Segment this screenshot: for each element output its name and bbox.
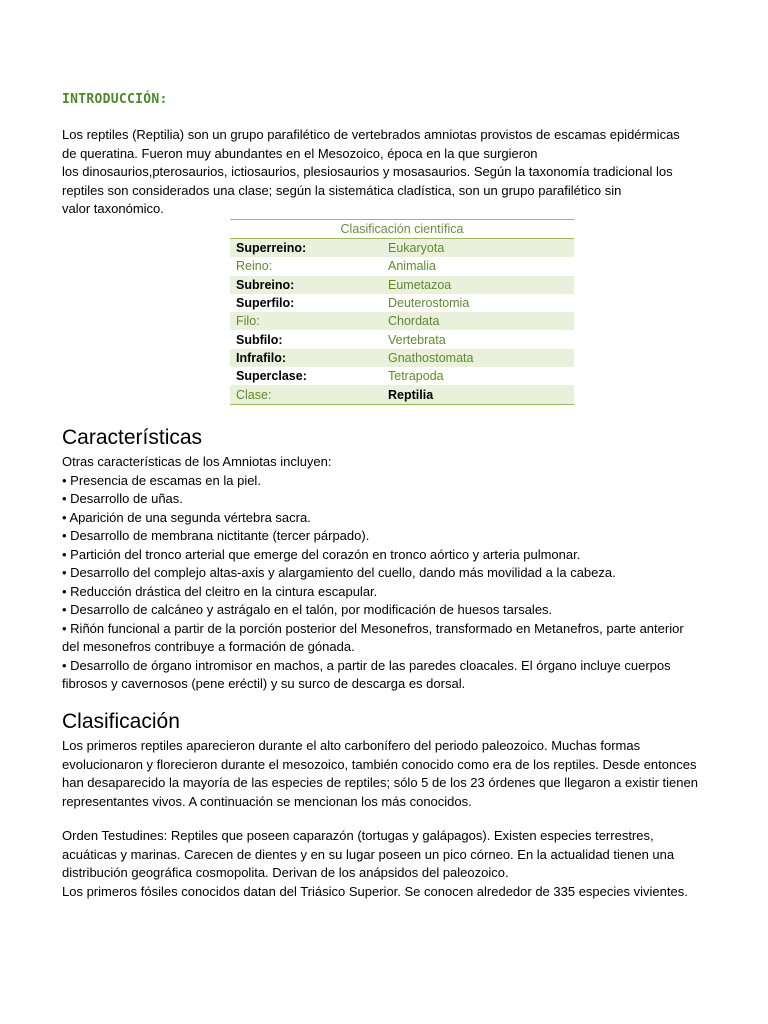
list-item: • Riñón funcional a partir de la porción posterior del Mesonefros, transformado en Metanefros, parte anterior <box>62 620 684 636</box>
caracteristicas-list <box>62 453 684 694</box>
intro-line: Los reptiles (Reptilia) son un grupo parafilético de vertebrados amniotas provistos de escamas epidérmicas <box>62 127 680 142</box>
clasificacion-heading: Clasificación <box>62 710 180 733</box>
intro-heading: INTRODUCCIÓN: <box>62 92 168 107</box>
table-row <box>230 349 574 367</box>
intro-paragraph <box>62 126 742 219</box>
row-value: Eumetazoa <box>382 276 574 294</box>
intro-line: reptiles son considerados una clase; según la sistemática cladística, son un grupo parafilético sin <box>62 182 622 198</box>
list-item: • Desarrollo del complejo altas-axis y alargamiento del cuello, dando más movilidad a la cabeza. <box>62 565 616 580</box>
table-row <box>230 312 574 330</box>
list-item: • Partición del tronco arterial que emerge del corazón en tronco aórtico y arteria pulmonar. <box>62 546 581 562</box>
classification-table-title: Clasificación científica <box>230 220 574 239</box>
paragraph-line: acuáticas y marinas. Carecen de dientes y en su lugar poseen un pico córneo. En la actualidad tienen una <box>62 846 675 862</box>
list-item: • Desarrollo de calcáneo y astrágalo en el talón, por modificación de huesos tarsales. <box>62 602 553 617</box>
row-value: Eukaryota <box>382 239 574 258</box>
intro-line: de queratina. Fueron muy abundantes en el Mesozoico, época en la que surgieron <box>62 145 538 161</box>
testudines-paragraph <box>62 827 688 901</box>
intro-line: los dinosaurios,pterosaurios, ictiosaurios, plesiosaurios y mosasaurios. Según la taxonomía tradicional los <box>62 164 673 179</box>
caracteristicas-heading: Características <box>62 426 203 449</box>
row-key: Superfilo: <box>236 296 295 311</box>
table-row <box>230 239 574 258</box>
row-value: Tetrapoda <box>388 369 444 384</box>
intro-line: valor taxonómico. <box>62 201 164 216</box>
table-row <box>230 367 574 385</box>
table-row <box>230 385 574 404</box>
table-row <box>230 257 574 275</box>
list-item: del mesonefros contribuye a formación de gónada. <box>62 639 355 654</box>
list-item: • Aparición de una segunda vértebra sacra. <box>62 509 311 525</box>
paragraph-line: Los primeros fósiles conocidos datan del Triásico Superior. Se conocen alrededor de 335 especies vivientes. <box>62 883 688 899</box>
clasificacion-paragraph <box>62 737 698 811</box>
paragraph-line: evolucionaron y florecieron durante el mesozoico, también conocido como era de los reptiles. Desde entonces <box>62 756 697 772</box>
row-value: Gnathostomata <box>382 349 574 367</box>
list-item: • Reducción drástica del cleitro en la cintura escapular. <box>62 583 378 599</box>
table-row <box>230 294 574 312</box>
paragraph-line: distribución geográfica cosmopolita. Derivan de los anápsidos del paleozoico. <box>62 865 509 880</box>
paragraph-line: han desaparecido la mayoría de las especies de reptiles; sólo 5 de los 23 órdenes que llegaron a existir tienen <box>62 775 698 790</box>
row-value: Reptilia <box>382 385 574 404</box>
list-item: Otras características de los Amniotas incluyen: <box>62 454 332 469</box>
table-row <box>230 330 574 348</box>
row-key: Subreino: <box>230 276 382 294</box>
list-item: • Desarrollo de membrana nictitante (tercer párpado). <box>62 528 370 543</box>
row-key: Superreino: <box>230 239 382 258</box>
list-item: • Desarrollo de uñas. <box>62 491 183 506</box>
list-item: fibrosos y cavernosos (pene eréctil) y su surco de descarga es dorsal. <box>62 676 466 691</box>
row-key: Reino: <box>236 259 273 274</box>
paragraph-line: Los primeros reptiles aparecieron durante el alto carbonífero del periodo paleozoico. Muchas formas <box>62 738 641 753</box>
row-value: Chordata <box>382 312 574 330</box>
row-value: Animalia <box>388 259 436 274</box>
row-key: Subfilo: <box>236 332 283 347</box>
row-key: Infrafilo: <box>230 349 382 367</box>
row-value: Vertebrata <box>388 332 446 347</box>
list-item: • Presencia de escamas en la piel. <box>62 472 261 488</box>
row-key: Clase: <box>230 385 382 404</box>
paragraph-line: Orden Testudines: Reptiles que poseen caparazón (tortugas y galápagos). Existen especies terrestres, <box>62 828 654 843</box>
paragraph-line: representantes vivos. A continuación se mencionan los más conocidos. <box>62 793 472 809</box>
row-value: Deuterostomia <box>388 296 470 311</box>
row-key: Filo: <box>230 312 382 330</box>
table-row <box>230 276 574 294</box>
row-key: Superclase: <box>236 369 307 384</box>
list-item: • Desarrollo de órgano intromisor en machos, a partir de las paredes cloacales. El órgano incluye cuerpos <box>62 657 671 673</box>
classification-table <box>230 219 574 405</box>
